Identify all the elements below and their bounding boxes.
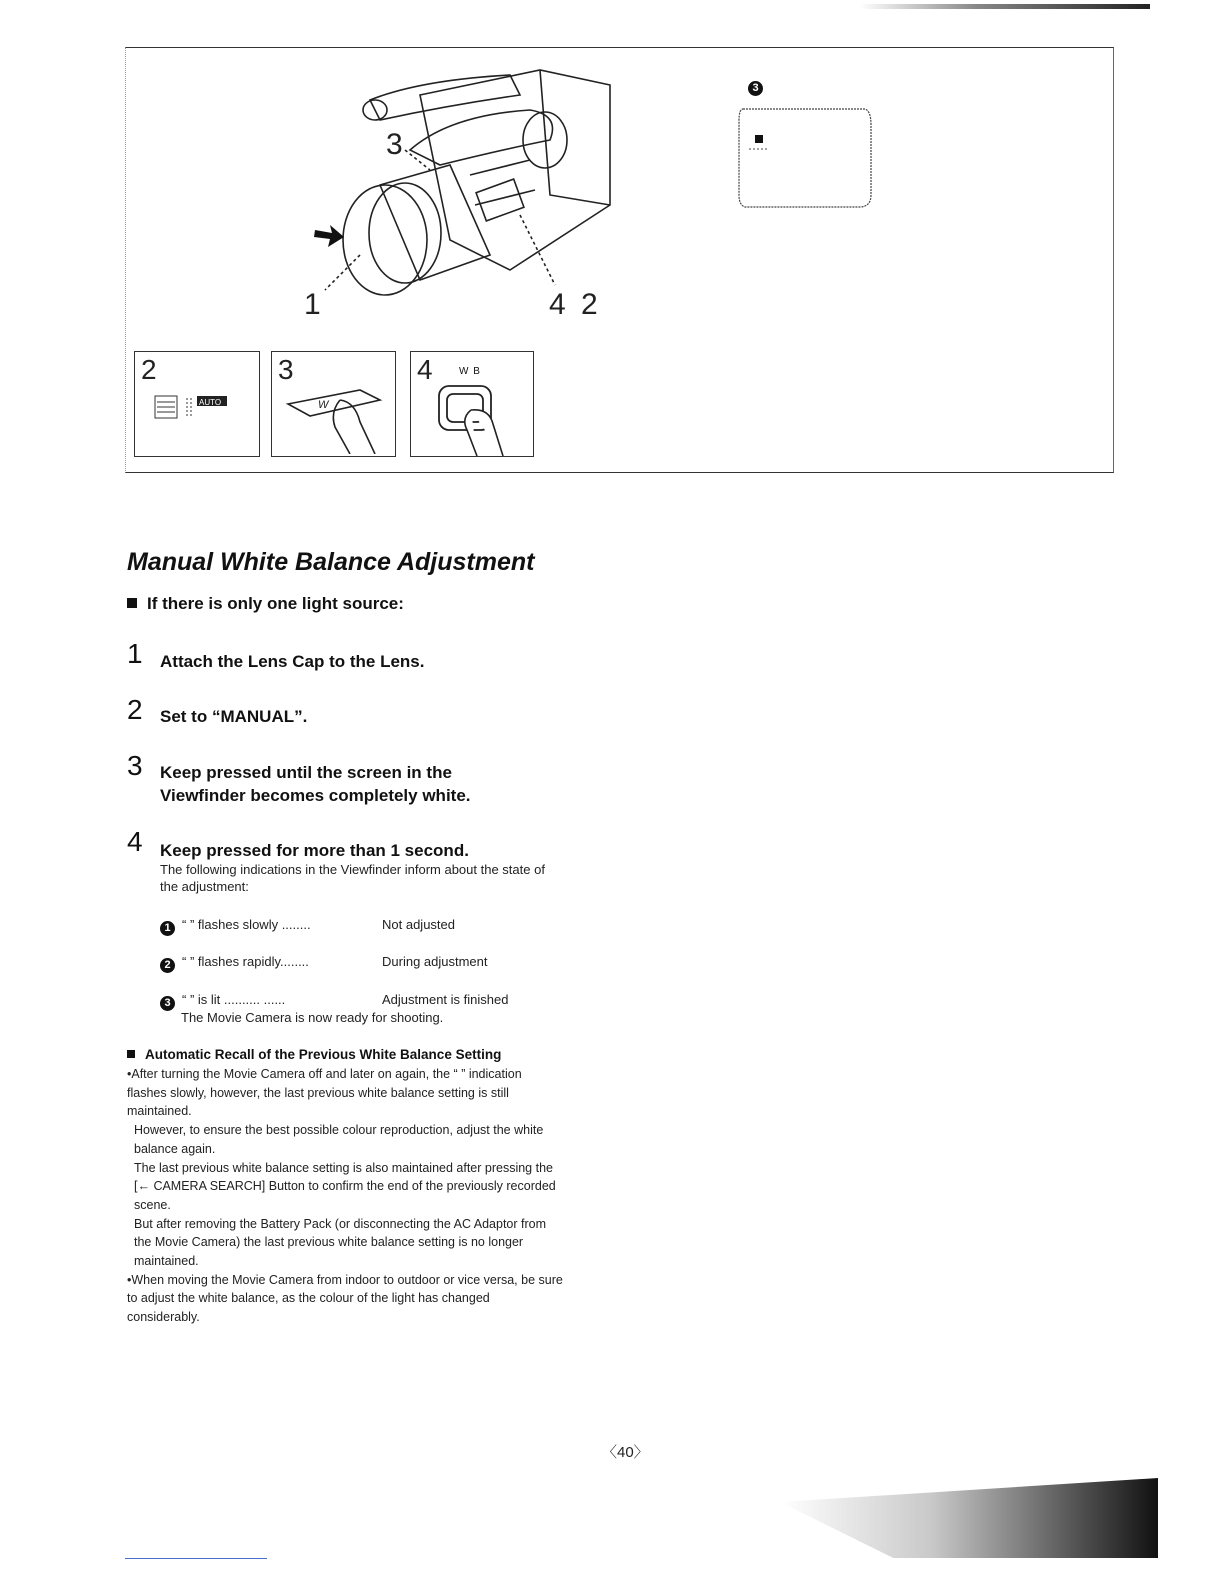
square-bullet-icon [127,598,137,608]
step-4-text: Keep pressed for more than 1 second. [160,841,469,860]
panel-2 [134,351,260,457]
indication-2 [160,954,560,973]
indication-3-status: Adjustment is finished [382,992,509,1007]
bottom-rule [125,1558,267,1559]
page-number: 〈40〉 [602,1444,649,1461]
callout-1: 1 [304,288,321,321]
recall-heading-text: Automatic Recall of the Previous White Balance Setting [145,1047,502,1062]
viewfinder-screen [735,105,875,213]
callout-3: 3 [386,128,403,161]
step-1-text: Attach the Lens Cap to the Lens. [160,652,425,671]
step-4-number: 4 [127,826,143,857]
wb-button-icon [431,380,521,456]
indication-1 [160,917,560,936]
step-3-text-line1: Keep pressed until the screen in the [160,763,452,782]
step-1-number: 1 [127,638,143,669]
panel-2-number: 2 [141,354,157,385]
recall-heading [127,1047,501,1062]
svg-text:AUTO: AUTO [199,398,222,407]
marker-1-badge: 1 [160,921,175,936]
recall-body [127,1065,564,1327]
wb-indicator-icon [755,135,763,143]
ready-note: The Movie Camera is now ready for shooting. [181,1010,444,1025]
svg-text:W: W [318,399,329,411]
indication-3 [160,992,560,1011]
auto-switch-icon [147,390,247,430]
recall-p2: However, to ensure the best possible colour reproduction, adjust the white balance again. [134,1123,544,1156]
marker-3-badge: 3 [748,81,763,96]
panel-3-number: 3 [278,354,294,385]
w-button-press-icon [280,382,390,454]
step-4-sub: The following indications in the Viewfinder inform about the state of the adjustment: [160,862,545,894]
indication-3-desc: “ ” is lit .......... ...... [182,992,286,1007]
viewfinder-marker [748,76,769,96]
step-3-number: 3 [127,750,143,781]
indication-1-desc: “ ” flashes slowly ........ [182,917,311,932]
recall-p3: The last previous white balance setting is also maintained after pressing the [← CAMERA SEARCH] Button to confirm the end of the previously recorded scene. [134,1160,556,1212]
recall-p1: •After turning the Movie Camera off and later on again, the “ ” indication flashes slowly, however, the last previous white balance setting is still maintained. [127,1067,522,1119]
marker-2-badge: 2 [160,958,175,973]
section-title: Manual White Balance Adjustment [127,548,535,576]
panel-4-number: 4 [417,354,433,385]
panel-4 [410,351,534,457]
callout-2: 2 [581,288,598,321]
indication-1-status: Not adjusted [382,917,455,932]
recall-p4: But after removing the Battery Pack (or disconnecting the AC Adaptor from the Movie Camera) the last previous white balance setting is no longer maintained. [134,1216,547,1269]
subhead-text: If there is only one light source: [147,594,404,613]
marker-3-badge-inline: 3 [160,996,175,1011]
panel-3 [271,351,396,457]
step-2-text: Set to “MANUAL”. [160,707,308,726]
recall-p5: •When moving the Movie Camera from indoor to outdoor or vice versa, be sure to adjust the white balance, as the colour of the light has changed considerably. [127,1272,563,1325]
camera-illustration [300,55,630,325]
indication-2-status: During adjustment [382,954,488,969]
scan-edge [860,4,1150,9]
scan-shadow [780,1478,1158,1558]
step-2-number: 2 [127,694,143,725]
callout-4: 4 [549,288,566,321]
indication-2-desc: “ ” flashes rapidly........ [182,954,309,969]
square-bullet-icon-2 [127,1050,135,1058]
wb-label: W B [459,366,481,377]
step-3-text-line2: Viewfinder becomes completely white. [160,786,471,805]
subhead [127,594,404,614]
